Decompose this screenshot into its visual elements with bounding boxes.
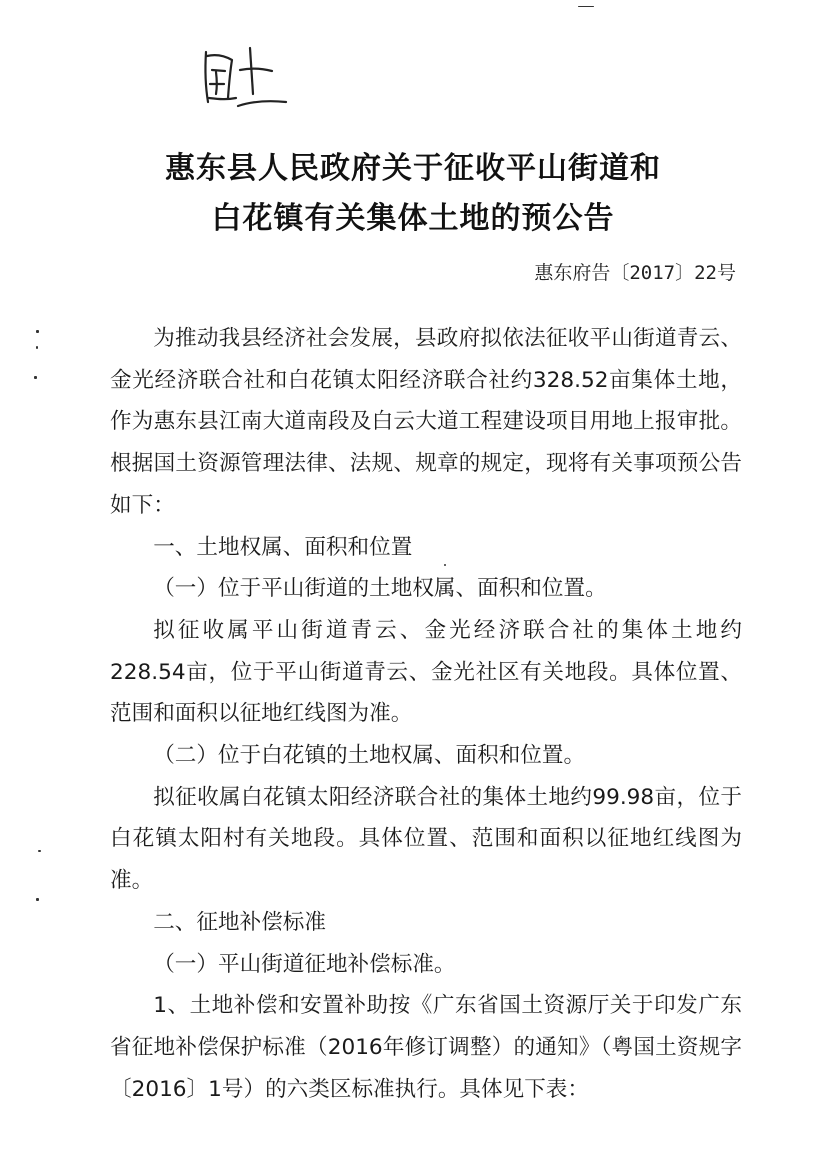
paragraph-intro: 为推动我县经济社会发展，县政府拟依法征收平山街道青云、金光经济联合社和白花镇太阳经济联合社约328.52亩集体土地，作为惠东县江南大道南段及白云大道工程建设项目用地上报审批。根据国土资源管理法律、法规、规章的规定，现将有关事项预公告如下： (110, 326, 742, 518)
paragraph-baihua-land: 拟征收属白花镇太阳经济联合社的集体土地约99.98亩，位于白花镇太阳村有关地段。具体位置、范围和面积以征地红线图为准。 (110, 784, 742, 894)
document-number: 惠东府告〔2017〕22号 (534, 262, 736, 284)
handwritten-annotation (192, 44, 292, 116)
section-heading-2: 二、征地补偿标准 (153, 909, 326, 935)
subsection-heading-1-2: （二）位于白花镇的土地权属、面积和位置。 (153, 743, 586, 769)
paragraph-compensation-standard: 1、土地补偿和安置补助按《广东省国土资源厅关于印发广东省征地补偿保护标准（2016年修订调整）的通知》（粤国土资规字〔2016〕1号）的六类区标准执行。具体见下表： (110, 993, 742, 1102)
section-heading-1: 一、土地权属、面积和位置 (153, 534, 413, 560)
handwriting-signature-icon (192, 44, 292, 116)
document-body (110, 318, 742, 1110)
paragraph-pingshan-land: 拟征收属平山街道青云、金光经济联合社的集体土地约228.54亩，位于平山街道青云、金光社区有关地段。具体位置、范围和面积以征地红线图为准。 (110, 617, 742, 727)
subsection-heading-2-1: （一）平山街道征地补偿标准。 (153, 951, 456, 977)
subsection-heading-1-1: （一）位于平山街道的土地权属、面积和位置。 (153, 576, 607, 602)
page-title-line-2: 白花镇有关集体土地的预公告 (211, 201, 615, 236)
page-title-line-1: 惠东县人民政府关于征收平山街道和 (165, 151, 661, 186)
